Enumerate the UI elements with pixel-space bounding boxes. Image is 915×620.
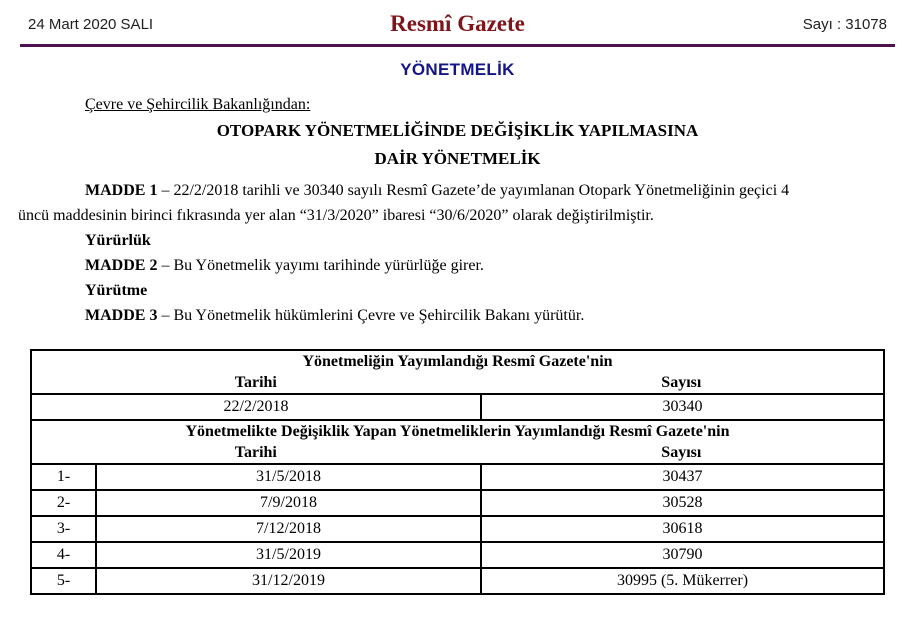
row-date: 31/5/2019 [96, 542, 481, 568]
row-date: 31/12/2019 [96, 568, 481, 594]
row-date: 7/9/2018 [96, 490, 481, 516]
table-row [31, 490, 884, 516]
article-3-label: MADDE 3 [85, 307, 162, 324]
article-2-text: – Bu Yönetmelik yayımı tarihinde yürürlüğe girer. [161, 257, 484, 274]
row-date: 22/2/2018 [31, 394, 481, 420]
article-3 [18, 303, 897, 328]
document-body [0, 96, 915, 328]
section1-header-cell [31, 350, 884, 394]
table-section1-header-row [31, 350, 884, 394]
row-issue: 30340 [481, 394, 884, 420]
table-row [31, 542, 884, 568]
section1-column-headers [32, 372, 883, 393]
column-header-issue: Sayısı [661, 374, 702, 391]
masthead-issue-number: Sayı : 31078 [802, 15, 887, 33]
row-date: 31/5/2018 [96, 464, 481, 490]
publication-info-table [30, 349, 885, 595]
article-1-label: MADDE 1 [85, 182, 162, 199]
row-number: 4- [31, 542, 96, 568]
row-issue: 30618 [481, 516, 884, 542]
regulation-title-line2: DAİR YÖNETMELİK [374, 149, 541, 168]
table-row [31, 464, 884, 490]
section2-header-cell [31, 420, 884, 464]
article-1-text-line2: üncü maddesinin birinci fıkrasında yer alan “31/3/2020” ibaresi “30/6/2020” olarak değiştirilmiştir. [18, 207, 654, 224]
sub-heading-yururluk: Yürürlük [85, 232, 151, 249]
article-2 [18, 253, 897, 278]
table-section2-header-row [31, 420, 884, 464]
table-row [31, 516, 884, 542]
regulation-title-line1: OTOPARK YÖNETMELİĞİNDE DEĞİŞİKLİK YAPILMASINA [216, 121, 699, 140]
section2-title: Yönetmelikte Değişiklik Yapan Yönetmeliklerin Yayımlandığı Resmî Gazete'nin [185, 423, 730, 440]
section2-column-headers [32, 442, 883, 463]
article-1-text-line1: – 22/2/2018 tarihli ve 30340 sayılı Resmî Gazete’de yayımlanan Otopark Yönetmeliğinin geçici 4 [161, 182, 790, 199]
gazette-masthead [0, 0, 915, 37]
row-issue: 30437 [481, 464, 884, 490]
table-row [31, 568, 884, 594]
row-number: 3- [31, 516, 96, 542]
row-issue: 30790 [481, 542, 884, 568]
row-issue: 30528 [481, 490, 884, 516]
row-number: 5- [31, 568, 96, 594]
column-header-date: Tarihi [234, 374, 277, 391]
sub-heading-yurutme: Yürütme [85, 282, 148, 299]
article-3-text: – Bu Yönetmelik hükümlerini Çevre ve Şehircilik Bakanı yürütür. [161, 307, 585, 324]
column-header-issue: Sayısı [661, 444, 702, 461]
section1-title: Yönetmeliğin Yayımlandığı Resmî Gazete'nin [302, 353, 613, 370]
article-2-label: MADDE 2 [85, 257, 162, 274]
masthead-title: Resmî Gazete [390, 11, 525, 36]
row-number: 1- [31, 464, 96, 490]
row-date: 7/12/2018 [96, 516, 481, 542]
category-heading: YÖNETMELİK [400, 60, 515, 79]
article-1 [18, 178, 897, 228]
row-number: 2- [31, 490, 96, 516]
column-header-date: Tarihi [234, 444, 277, 461]
table-row [31, 394, 884, 420]
masthead-date: 24 Mart 2020 SALI [28, 15, 154, 33]
row-issue: 30995 (5. Mükerrer) [481, 568, 884, 594]
issuing-authority: Çevre ve Şehircilik Bakanlığından: [85, 96, 311, 113]
masthead-divider [20, 44, 895, 47]
